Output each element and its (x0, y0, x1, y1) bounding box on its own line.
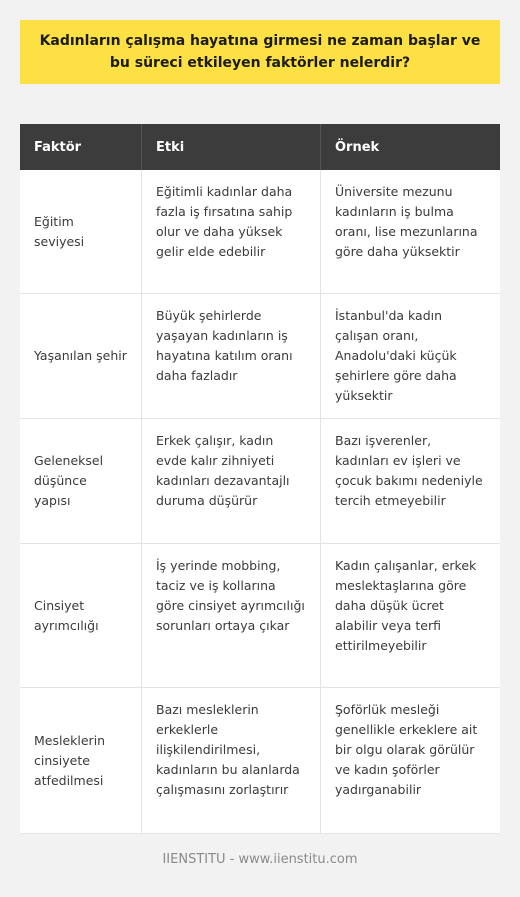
cell-example: Üniversite mezunu kadınların iş bulma oranı, lise mezunlarına göre daha yüksektir (321, 170, 500, 294)
table-header-row (20, 124, 500, 170)
title-banner (20, 20, 500, 84)
factors-table (20, 124, 500, 834)
cell-effect: Bazı mesleklerin erkeklerle ilişkilendirilmesi, kadınların bu alanlarda çalışmasını zorlaştırır (142, 688, 321, 834)
cell-example: İstanbul'da kadın çalışan oranı, Anadolu'daki küçük şehirlere göre daha yüksektir (321, 294, 500, 419)
cell-effect: Erkek çalışır, kadın evde kalır zihniyeti kadınları dezavantajlı duruma düşürür (142, 419, 321, 544)
cell-factor: Geleneksel düşünce yapısı (20, 419, 142, 544)
cell-factor: Cinsiyet ayrımcılığı (20, 544, 142, 688)
cell-effect: Eğitimli kadınlar daha fazla iş fırsatına sahip olur ve daha yüksek gelir elde edebilir (142, 170, 321, 294)
cell-factor: Eğitim seviyesi (20, 170, 142, 294)
table-row (20, 170, 500, 294)
header-example: Örnek (321, 124, 500, 170)
cell-example: Şoförlük mesleği genellikle erkeklere ait bir olgu olarak görülür ve kadın şoförler yadırganabilir (321, 688, 500, 834)
header-effect: Etki (142, 124, 321, 170)
table-row (20, 544, 500, 688)
cell-effect: Büyük şehirlerde yaşayan kadınların iş hayatına katılım oranı daha fazladır (142, 294, 321, 419)
header-factor: Faktör (20, 124, 142, 170)
page-title: Kadınların çalışma hayatına girmesi ne zaman başlar ve bu süreci etkileyen faktörler nelerdir? (39, 33, 481, 71)
table-row (20, 294, 500, 419)
table-row (20, 688, 500, 834)
cell-factor: Mesleklerin cinsiyete atfedilmesi (20, 688, 142, 834)
cell-factor: Yaşanılan şehir (20, 294, 142, 419)
cell-example: Kadın çalışanlar, erkek meslektaşlarına göre daha düşük ücret alabilir veya terfi ettirilmeyebilir (321, 544, 500, 688)
cell-effect: İş yerinde mobbing, taciz ve iş kollarına göre cinsiyet ayrımcılığı sorunları ortaya çıkar (142, 544, 321, 688)
table-row (20, 419, 500, 544)
cell-example: Bazı işverenler, kadınları ev işleri ve çocuk bakımı nedeniyle tercih etmeyebilir (321, 419, 500, 544)
footer-credit: IIENSTITU - www.iienstitu.com (162, 852, 358, 867)
